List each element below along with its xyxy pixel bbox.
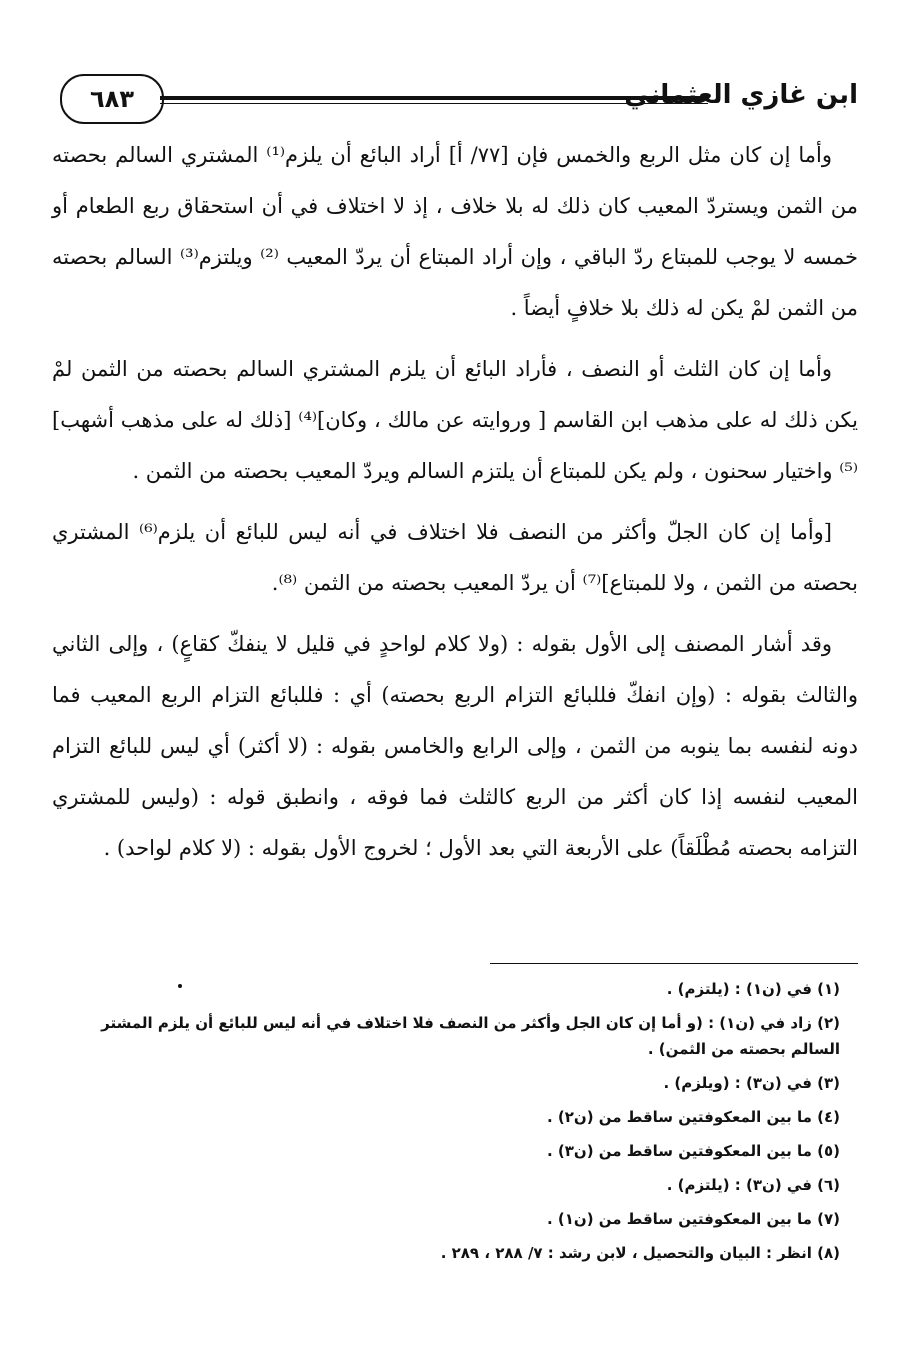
footnote-6: (٦) في (ن٣) : (يلتزم) . [666,1176,840,1194]
footnote-2: (٢) زاد في (ن١) : (و أما إن كان الجل وأكثر من النصف فلا اختلاف في أنه ليس للبائع أن يلزم المشتر السالم بحصته من الثمن) . [101,1014,840,1058]
paragraph-1: وأما إن كان مثل الربع والخمس فإن [٧٧/ أ] أراد البائع أن يلزم⁽¹⁾ المشتري السالم بحصته من الثمن ويستردّ المعيب كان ذلك له بلا خلاف ، إذ لا اختلاف في أن استحقاق ربع الطعام أو خمسه لا يوجب للمبتاع ردّ الباقي ، وإن أراد المبتاع أن يردّ المعيب ⁽²⁾ ويلتزم⁽³⁾ السالم بحصته من الثمن لمْ يكن له ذلك بلا خلافٍ أيضاً . [52,143,858,320]
footnote-8: (٨) انظر : البيان والتحصيل ، لابن رشد : ٧/ ٢٨٨ ، ٢٨٩ . [440,1244,840,1262]
footnote-1: (١) في (ن١) : (يلتزم) . [666,980,840,998]
paragraph-2: وأما إن كان الثلث أو النصف ، فأراد البائع أن يلزم المشتري السالم بحصته من الثمن لمْ يكن ذلك له على مذهب ابن القاسم [ وروايته عن مالك ، وكان]⁽⁴⁾ [ذلك له على مذهب أشهب]⁽⁵⁾ واختيار سحنون ، ولم يكن للمبتاع أن يلتزم السالم ويردّ المعيب بحصته من الثمن . [52,357,858,483]
footnote-5: (٥) ما بين المعكوفتين ساقط من (ن٣) . [546,1142,840,1160]
main-text [52,130,858,884]
page-number: ٦٨٣ [60,74,164,124]
footnote-7: (٧) ما بين المعكوفتين ساقط من (ن١) . [546,1210,840,1228]
footnote-3: (٣) في (ن٣) : (ويلزم) . [663,1074,840,1092]
page-header [52,66,858,136]
paragraph-3: [وأما إن كان الجلّ وأكثر من النصف فلا اختلاف في أنه ليس للبائع أن يلزم⁽⁶⁾ المشتري بحصته من الثمن ، ولا للمبتاع]⁽⁷⁾ أن يردّ المعيب بحصته من الثمن ⁽⁸⁾. [52,520,858,595]
footnote-separator [490,963,858,964]
paragraph-4: وقد أشار المصنف إلى الأول بقوله : (ولا كلام لواحدٍ في قليل لا ينفكّ كقاعٍ) ، وإلى الثاني والثالث بقوله : (وإن انفكّ فللبائع التزام الربع بحصته) أي : فللبائع التزام الربع المعيب فما دونه لنفسه بما ينوبه من الثمن ، وإلى الرابع والخامس بقوله : (لا أكثر) أي ليس للبائع التزام المعيب لنفسه إذا كان أكثر من الربع كالثلث فما فوقه ، وانطبق قوله : (وليس للمشتري التزامه بحصته مُطْلَقاً) على الأربعة التي بعد الأول ؛ لخروج الأول بقوله : (لا كلام لواحد) . [52,632,858,860]
footnotes [52,976,858,1274]
footnote-4: (٤) ما بين المعكوفتين ساقط من (ن٢) . [546,1108,840,1126]
running-title: ابن غازي العثماني [624,80,858,110]
